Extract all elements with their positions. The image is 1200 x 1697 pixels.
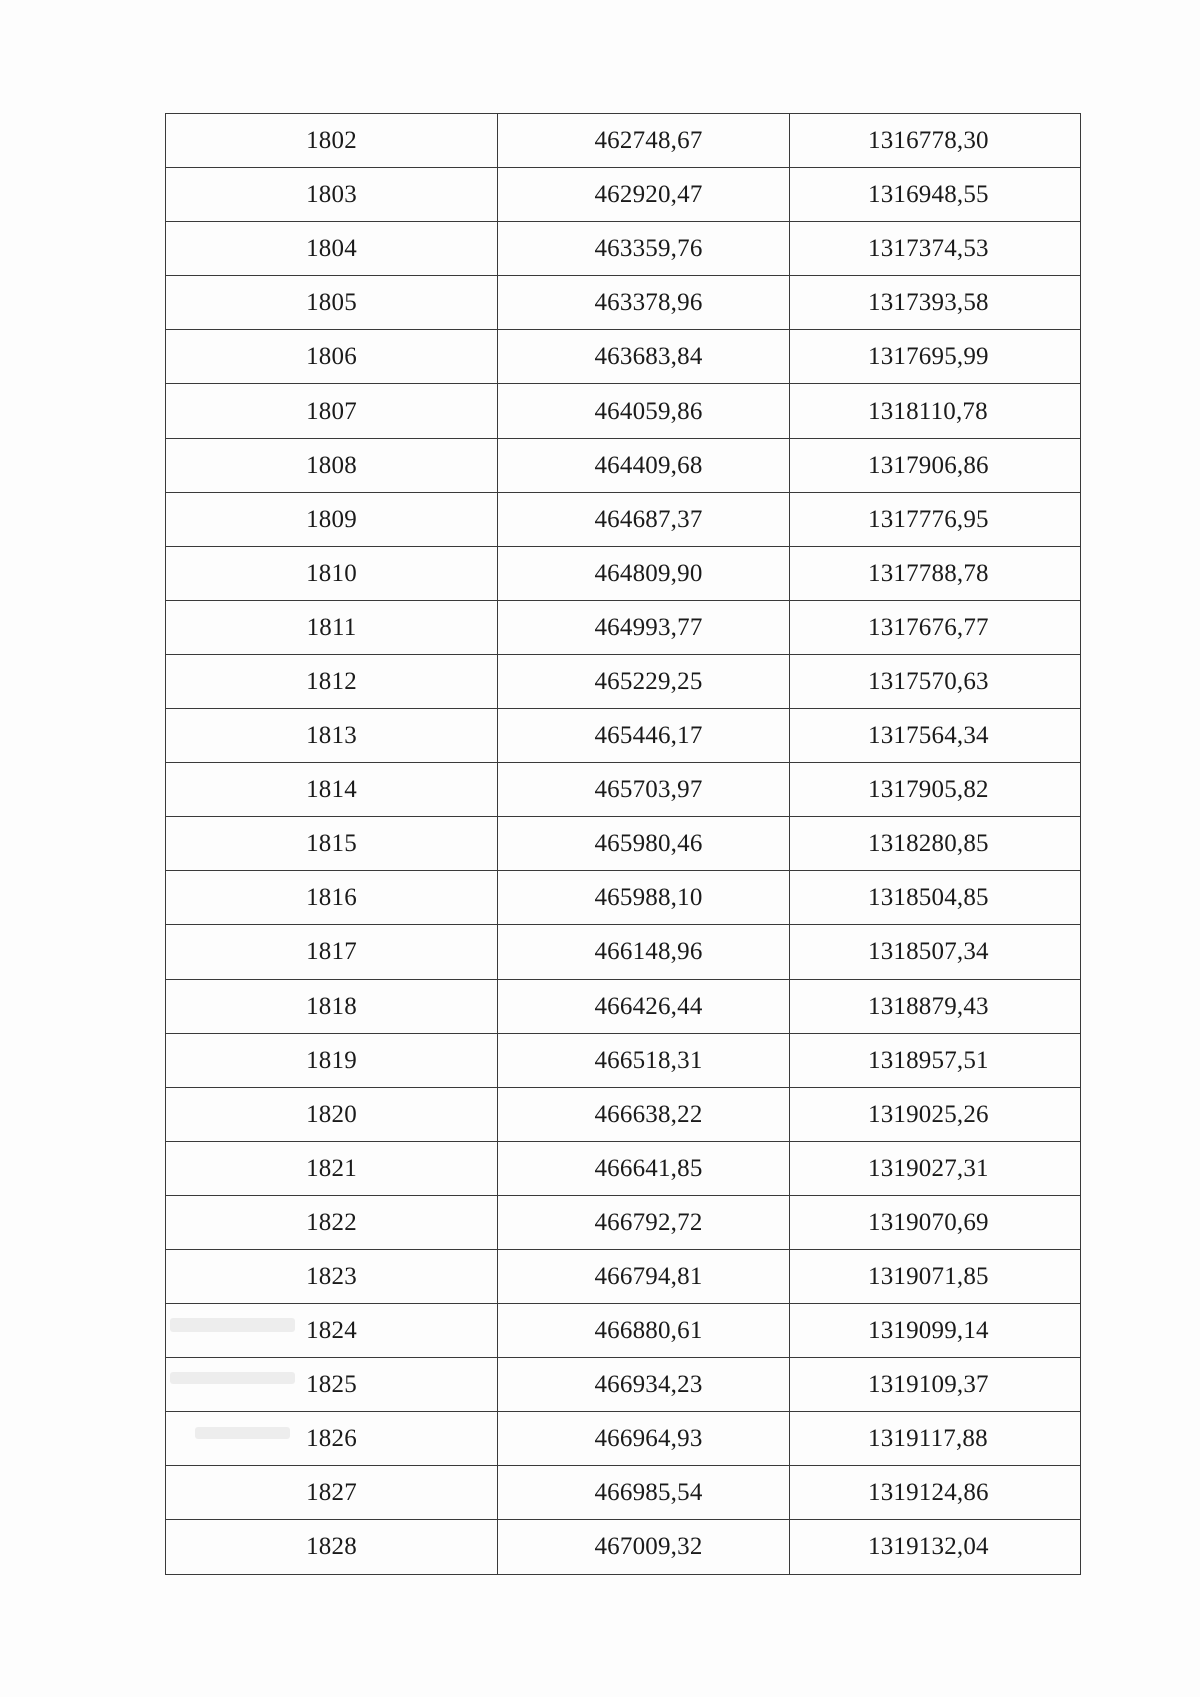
y-coordinate-cell: 1316778,30	[790, 114, 1081, 168]
point-number-cell: 1824	[166, 1304, 498, 1358]
y-coordinate-cell: 1317570,63	[790, 654, 1081, 708]
y-coordinate-cell: 1319027,31	[790, 1141, 1081, 1195]
point-number-cell: 1812	[166, 654, 498, 708]
point-number-cell: 1827	[166, 1466, 498, 1520]
x-coordinate-cell: 462748,67	[498, 114, 790, 168]
x-coordinate-cell: 463359,76	[498, 222, 790, 276]
y-coordinate-cell: 1319099,14	[790, 1304, 1081, 1358]
table-row	[166, 1087, 1081, 1141]
y-coordinate-cell: 1319117,88	[790, 1412, 1081, 1466]
table-row	[166, 492, 1081, 546]
x-coordinate-cell: 464993,77	[498, 600, 790, 654]
y-coordinate-cell: 1317374,53	[790, 222, 1081, 276]
x-coordinate-cell: 466518,31	[498, 1033, 790, 1087]
x-coordinate-cell: 466964,93	[498, 1412, 790, 1466]
table-row	[166, 1249, 1081, 1303]
point-number-cell: 1825	[166, 1358, 498, 1412]
x-coordinate-cell: 464687,37	[498, 492, 790, 546]
y-coordinate-cell: 1317695,99	[790, 330, 1081, 384]
x-coordinate-cell: 462920,47	[498, 168, 790, 222]
table-row	[166, 546, 1081, 600]
point-number-cell: 1807	[166, 384, 498, 438]
y-coordinate-cell: 1319109,37	[790, 1358, 1081, 1412]
table-row	[166, 114, 1081, 168]
x-coordinate-cell: 466934,23	[498, 1358, 790, 1412]
table-row	[166, 1466, 1081, 1520]
y-coordinate-cell: 1318879,43	[790, 979, 1081, 1033]
y-coordinate-cell: 1319070,69	[790, 1195, 1081, 1249]
point-number-cell: 1817	[166, 925, 498, 979]
point-number-cell: 1816	[166, 871, 498, 925]
x-coordinate-cell: 465980,46	[498, 817, 790, 871]
point-number-cell: 1813	[166, 709, 498, 763]
point-number-cell: 1820	[166, 1087, 498, 1141]
x-coordinate-cell: 466638,22	[498, 1087, 790, 1141]
table-row	[166, 222, 1081, 276]
x-coordinate-cell: 466794,81	[498, 1249, 790, 1303]
table-row	[166, 330, 1081, 384]
y-coordinate-cell: 1317393,58	[790, 276, 1081, 330]
table-row	[166, 1033, 1081, 1087]
point-number-cell: 1810	[166, 546, 498, 600]
x-coordinate-cell: 465446,17	[498, 709, 790, 763]
table-row	[166, 1358, 1081, 1412]
point-number-cell: 1802	[166, 114, 498, 168]
table-row	[166, 925, 1081, 979]
table-row	[166, 709, 1081, 763]
y-coordinate-cell: 1319025,26	[790, 1087, 1081, 1141]
table-row	[166, 1412, 1081, 1466]
y-coordinate-cell: 1318110,78	[790, 384, 1081, 438]
table-row	[166, 1304, 1081, 1358]
y-coordinate-cell: 1318504,85	[790, 871, 1081, 925]
point-number-cell: 1814	[166, 763, 498, 817]
y-coordinate-cell: 1318280,85	[790, 817, 1081, 871]
coordinates-table-body	[166, 114, 1081, 1575]
table-row	[166, 817, 1081, 871]
table-row	[166, 654, 1081, 708]
x-coordinate-cell: 465229,25	[498, 654, 790, 708]
table-row	[166, 1520, 1081, 1574]
x-coordinate-cell: 464409,68	[498, 438, 790, 492]
point-number-cell: 1828	[166, 1520, 498, 1574]
point-number-cell: 1822	[166, 1195, 498, 1249]
y-coordinate-cell: 1317788,78	[790, 546, 1081, 600]
x-coordinate-cell: 466641,85	[498, 1141, 790, 1195]
x-coordinate-cell: 464059,86	[498, 384, 790, 438]
table-row	[166, 438, 1081, 492]
point-number-cell: 1808	[166, 438, 498, 492]
table-row	[166, 600, 1081, 654]
point-number-cell: 1805	[166, 276, 498, 330]
point-number-cell: 1806	[166, 330, 498, 384]
x-coordinate-cell: 466880,61	[498, 1304, 790, 1358]
point-number-cell: 1803	[166, 168, 498, 222]
y-coordinate-cell: 1319132,04	[790, 1520, 1081, 1574]
x-coordinate-cell: 467009,32	[498, 1520, 790, 1574]
x-coordinate-cell: 465988,10	[498, 871, 790, 925]
y-coordinate-cell: 1316948,55	[790, 168, 1081, 222]
y-coordinate-cell: 1317676,77	[790, 600, 1081, 654]
table-row	[166, 1141, 1081, 1195]
y-coordinate-cell: 1317906,86	[790, 438, 1081, 492]
point-number-cell: 1811	[166, 600, 498, 654]
y-coordinate-cell: 1317564,34	[790, 709, 1081, 763]
point-number-cell: 1804	[166, 222, 498, 276]
x-coordinate-cell: 466985,54	[498, 1466, 790, 1520]
x-coordinate-cell: 463378,96	[498, 276, 790, 330]
table-row	[166, 763, 1081, 817]
table-row	[166, 168, 1081, 222]
x-coordinate-cell: 466148,96	[498, 925, 790, 979]
point-number-cell: 1815	[166, 817, 498, 871]
table-row	[166, 1195, 1081, 1249]
x-coordinate-cell: 466792,72	[498, 1195, 790, 1249]
y-coordinate-cell: 1317776,95	[790, 492, 1081, 546]
table-row	[166, 979, 1081, 1033]
table-row	[166, 384, 1081, 438]
y-coordinate-cell: 1319071,85	[790, 1249, 1081, 1303]
point-number-cell: 1809	[166, 492, 498, 546]
y-coordinate-cell: 1318957,51	[790, 1033, 1081, 1087]
coordinates-table	[165, 113, 1081, 1575]
y-coordinate-cell: 1319124,86	[790, 1466, 1081, 1520]
point-number-cell: 1823	[166, 1249, 498, 1303]
table-row	[166, 276, 1081, 330]
point-number-cell: 1826	[166, 1412, 498, 1466]
x-coordinate-cell: 465703,97	[498, 763, 790, 817]
point-number-cell: 1818	[166, 979, 498, 1033]
x-coordinate-cell: 464809,90	[498, 546, 790, 600]
table-row	[166, 871, 1081, 925]
point-number-cell: 1821	[166, 1141, 498, 1195]
x-coordinate-cell: 466426,44	[498, 979, 790, 1033]
y-coordinate-cell: 1318507,34	[790, 925, 1081, 979]
y-coordinate-cell: 1317905,82	[790, 763, 1081, 817]
point-number-cell: 1819	[166, 1033, 498, 1087]
x-coordinate-cell: 463683,84	[498, 330, 790, 384]
